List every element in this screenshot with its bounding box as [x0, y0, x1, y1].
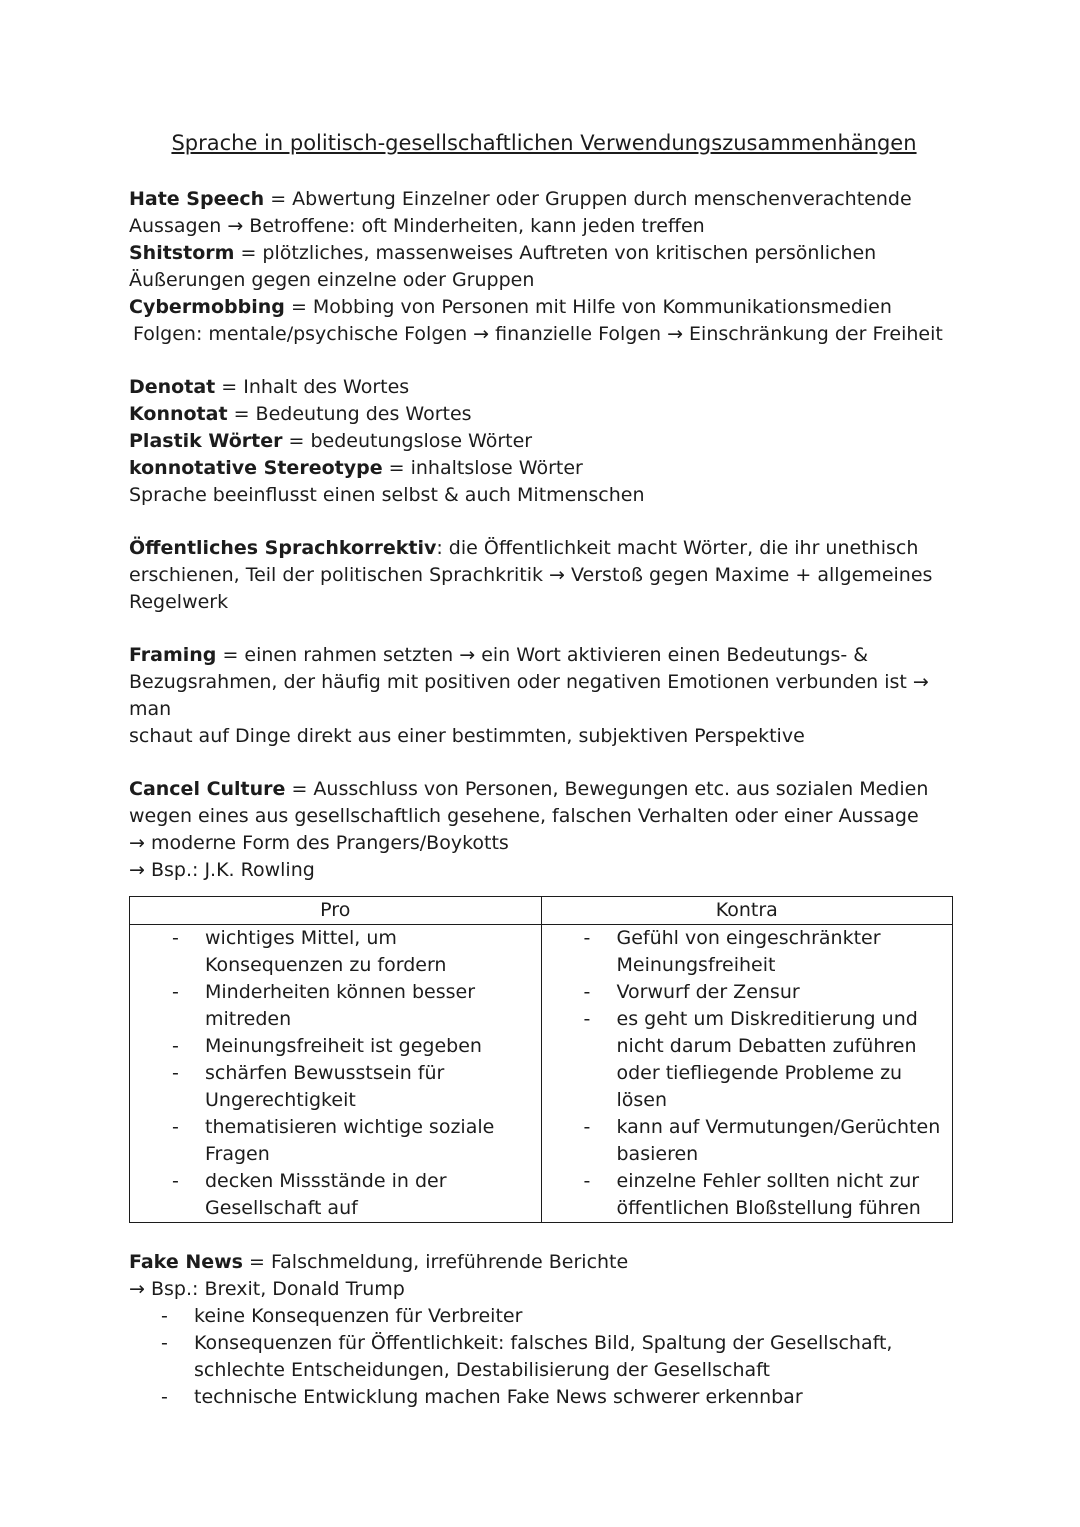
section-hate-speech	[129, 186, 959, 348]
fake-news-line	[129, 1249, 959, 1276]
kontra-list	[542, 925, 949, 1222]
term-cancel-culture: Cancel Culture	[129, 778, 286, 800]
cybermobbing-line	[129, 294, 959, 321]
arrow-icon: →	[667, 323, 683, 345]
term-denotat: Denotat	[129, 376, 216, 398]
table-row	[130, 925, 953, 1223]
term-hate-speech: Hate Speech	[129, 188, 265, 210]
list-item: - thematisieren wichtige soziale Fragen	[130, 1114, 537, 1168]
stereotype-line	[129, 455, 959, 482]
fake-news-line-2	[129, 1276, 959, 1303]
sprachkorrektiv-line	[129, 535, 959, 562]
shitstorm-line-2: Äußerungen gegen einzelne oder Gruppen	[129, 269, 535, 291]
list-item: - keine Konsequenzen für Verbreiter	[129, 1303, 959, 1330]
term-fake-news: Fake News	[129, 1251, 243, 1273]
section-cancel-culture	[129, 776, 959, 884]
pro-cell	[130, 925, 542, 1223]
arrow-icon: →	[227, 215, 244, 237]
arrow-icon: →	[129, 1278, 145, 1300]
cancel-culture-line-2: wegen eines aus gesellschaftlich gesehene, falschen Verhalten oder einer Aussage	[129, 805, 919, 827]
cancel-culture-definition: = Ausschluss von Personen, Bewegungen etc. aus sozialen Medien	[291, 778, 929, 800]
term-framing: Framing	[129, 644, 217, 666]
arrow-icon: →	[549, 564, 565, 586]
cancel-culture-line	[129, 776, 959, 803]
folgen-freiheit: Einschränkung der Freiheit	[689, 323, 943, 345]
list-item: - wichtiges Mittel, um Konsequenzen zu fordern	[130, 925, 537, 979]
pro-kontra-table	[129, 896, 953, 1223]
arrow-icon: →	[912, 671, 929, 693]
term-konnotative-stereotype: konnotative Stereotype	[129, 457, 383, 479]
list-item: - es geht um Diskreditierung und nicht darum Debatten zuführen oder tiefliegende Probleme zu lösen	[542, 1006, 949, 1114]
list-item: - kann auf Vermutungen/Gerüchten basieren	[542, 1114, 949, 1168]
arrow-icon: →	[473, 323, 490, 345]
framing-definition-2: ein Wort aktivieren einen Bedeutungs- &	[481, 644, 869, 666]
shitstorm-line	[129, 240, 959, 267]
folgen-finanziell: finanzielle Folgen	[495, 323, 662, 345]
sprachkorrektiv-line-3: Regelwerk	[129, 591, 229, 613]
list-item: - Konsequenzen für Öffentlichkeit: falsches Bild, Spaltung der Gesellschaft, schlechte Entscheidungen, Destabilisierung der Gesellschaft	[129, 1330, 959, 1384]
framing-line-3: schaut auf Dinge direkt aus einer bestimmten, subjektiven Perspektive	[129, 725, 805, 747]
shitstorm-definition: = plötzliches, massenweises Auftreten von kritischen persönlichen	[240, 242, 877, 264]
sprachkorrektiv-definition: : die Öffentlichkeit macht Wörter, die ihr unethisch	[436, 537, 919, 559]
list-item: - decken Missstände in der Gesellschaft auf	[130, 1168, 537, 1222]
term-plastik-woerter: Plastik Wörter	[129, 430, 283, 452]
section-framing	[129, 642, 959, 750]
framing-line-2	[129, 669, 959, 723]
hate-speech-affected: Betroffene: oft Minderheiten, kann jeden treffen	[249, 215, 705, 237]
section-sprachkorrektiv	[129, 535, 959, 616]
folgen-mental: Folgen: mentale/psychische Folgen	[133, 323, 468, 345]
hate-speech-definition-2: Aussagen	[129, 215, 222, 237]
plastik-definition: = bedeutungslose Wörter	[288, 430, 533, 452]
hate-speech-line	[129, 186, 959, 213]
term-sprachkorrektiv: Öffentliches Sprachkorrektiv	[129, 537, 437, 559]
term-konnotat: Konnotat	[129, 403, 228, 425]
kontra-header: Kontra	[541, 897, 953, 925]
list-item: - schärfen Bewusstsein für Ungerechtigkeit	[130, 1060, 537, 1114]
framing-definition-3: Bezugsrahmen, der häufig mit positiven oder negativen Emotionen verbunden ist	[129, 671, 907, 693]
term-cybermobbing: Cybermobbing	[129, 296, 285, 318]
list-item: - einzelne Fehler sollten nicht zur öffentlichen Bloßstellung führen	[542, 1168, 949, 1222]
section-fake-news	[129, 1249, 959, 1411]
list-item: - Vorwurf der Zensur	[542, 979, 949, 1006]
hate-speech-line-2	[129, 213, 959, 240]
cancel-culture-pranger: moderne Form des Prangers/Boykotts	[150, 832, 509, 854]
fake-news-list	[129, 1303, 959, 1411]
framing-definition-4: man	[129, 698, 172, 720]
hate-speech-definition: = Abwertung Einzelner oder Gruppen durch menschenverachtende	[270, 188, 912, 210]
cancel-culture-example: Bsp.: J.K. Rowling	[150, 859, 315, 881]
page-title: Sprache in politisch-gesellschaftlichen Verwendungszusammenhängen	[171, 131, 917, 155]
arrow-icon: →	[459, 644, 476, 666]
framing-line	[129, 642, 959, 669]
konnotat-line	[129, 401, 959, 428]
sprache-note: Sprache beeinflusst einen selbst & auch Mitmenschen	[129, 484, 645, 506]
pro-header: Pro	[130, 897, 542, 925]
list-item: - Gefühl von eingeschränkter Meinungsfreiheit	[542, 925, 949, 979]
arrow-icon: →	[129, 859, 145, 881]
cancel-culture-line-3	[129, 830, 959, 857]
cybermobbing-definition: = Mobbing von Personen mit Hilfe von Kommunikationsmedien	[290, 296, 892, 318]
document-page	[129, 128, 959, 1411]
arrow-icon: →	[129, 832, 145, 854]
folgen-line	[129, 321, 959, 348]
sprachkorrektiv-definition-3: Verstoß gegen Maxime + allgemeines	[571, 564, 933, 586]
framing-definition: = einen rahmen setzten	[222, 644, 454, 666]
konnotat-definition: = Bedeutung des Wortes	[233, 403, 472, 425]
fake-news-example: Bsp.: Brexit, Donald Trump	[150, 1278, 405, 1300]
cancel-culture-line-4	[129, 857, 959, 884]
section-denotat	[129, 374, 959, 509]
denotat-line	[129, 374, 959, 401]
sprachkorrektiv-definition-2: erschienen, Teil der politischen Sprachkritik	[129, 564, 543, 586]
list-item: - Meinungsfreiheit ist gegeben	[130, 1033, 537, 1060]
fake-news-definition: = Falschmeldung, irreführende Berichte	[249, 1251, 629, 1273]
list-item: - Minderheiten können besser mitreden	[130, 979, 537, 1033]
pro-list	[130, 925, 537, 1222]
table-header-row	[130, 897, 953, 925]
plastik-line	[129, 428, 959, 455]
sprachkorrektiv-line-2	[129, 562, 959, 589]
term-shitstorm: Shitstorm	[129, 242, 235, 264]
list-item: - technische Entwicklung machen Fake News schwerer erkennbar	[129, 1384, 959, 1411]
kontra-cell	[541, 925, 953, 1223]
denotat-definition: = Inhalt des Wortes	[221, 376, 410, 398]
stereotype-definition: = inhaltslose Wörter	[388, 457, 583, 479]
